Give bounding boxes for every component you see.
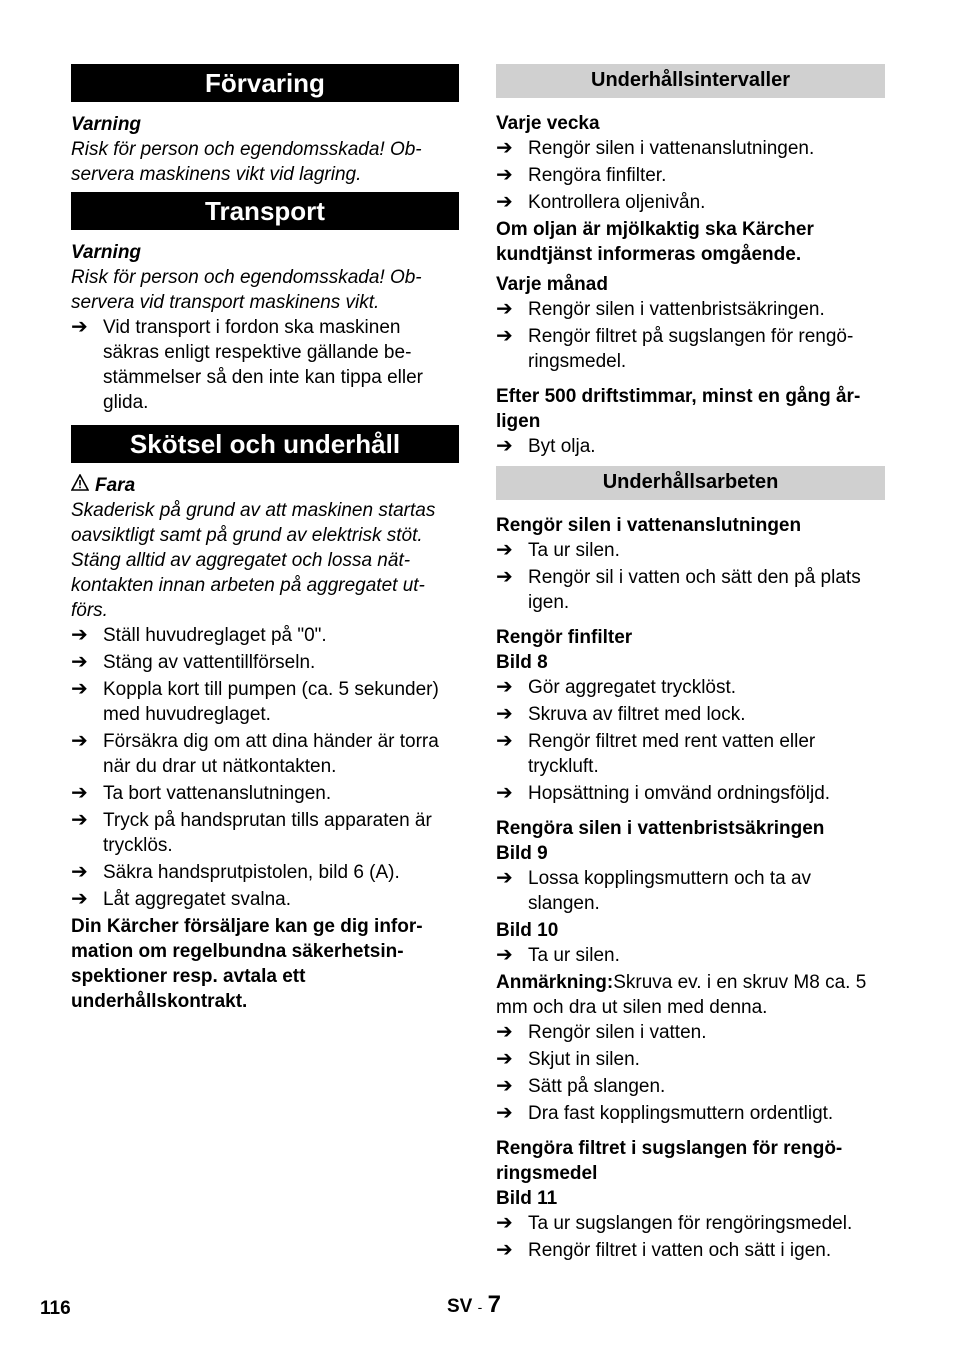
heading-forvaring: Förvaring	[71, 64, 459, 102]
s3-figure: Bild 9	[496, 843, 548, 864]
arrow-right-icon: ➔	[496, 566, 513, 588]
monthly-list	[496, 297, 885, 374]
transport-list	[71, 315, 459, 415]
weekly-note: Om oljan är mjölkaktig ska Kärcher kundtjänst informeras omgående.	[496, 219, 814, 265]
arrow-right-icon: ➔	[71, 730, 88, 752]
list-item: ➔ Rengör filtret på sugslangen för rengö-ringsmedel.	[496, 325, 854, 372]
list-item: ➔ Lossa kopplingsmuttern och ta av slangen.	[496, 867, 812, 914]
hours-label: Efter 500 driftstimmar, minst en gång år-ligen	[496, 386, 861, 432]
danger-text: Skaderisk på grund av att maskinen startas oavsiktligt samt på grund av elektrisk stöt. Stäng alltid av aggregatet och lossa nät-kontakten innan arbeten på aggregatet ut-förs.	[71, 500, 436, 621]
arrow-right-icon: ➔	[496, 1075, 513, 1097]
arrow-right-icon: ➔	[496, 1048, 513, 1070]
arrow-right-icon: ➔	[496, 782, 513, 804]
arrow-right-icon: ➔	[496, 730, 513, 752]
s3-list-2	[496, 943, 885, 968]
s1-list	[496, 538, 885, 615]
list-item: ➔ Sätt på slangen.	[496, 1075, 666, 1097]
list-item: ➔ Säkra handsprutpistolen, bild 6 (A).	[71, 861, 400, 883]
s3-figure-2: Bild 10	[496, 920, 559, 941]
warning-triangle-icon	[71, 473, 95, 498]
list-item: ➔ Ta ur sugslangen för rengöringsmedel.	[496, 1212, 853, 1234]
arrow-right-icon: ➔	[71, 809, 88, 831]
arrow-right-icon: ➔	[71, 678, 88, 700]
s4-figure: Bild 11	[496, 1188, 558, 1209]
list-item: ➔ Försäkra dig om att dina händer är torra när du drar ut nätkontakten.	[71, 730, 439, 777]
list-item: ➔ Ta ur silen.	[496, 944, 620, 966]
arrow-right-icon: ➔	[71, 861, 88, 883]
arrow-right-icon: ➔	[496, 944, 513, 966]
arrow-right-icon: ➔	[71, 782, 88, 804]
list-item: ➔ Byt olja.	[496, 435, 596, 457]
list-item: ➔ Skruva av filtret med lock.	[496, 703, 746, 725]
warning-text: Risk för person och egendomsskada! Ob-servera maskinens vikt vid lagring.	[71, 139, 422, 185]
list-item: ➔ Rengör sil i vatten och sätt den på plats igen.	[496, 566, 861, 613]
list-item: ➔ Tryck på handsprutan tills apparaten är trycklös.	[71, 809, 432, 856]
warning-text: Risk för person och egendomsskada! Ob-servera vid transport maskinens vikt.	[71, 267, 422, 313]
weekly-label: Varje vecka	[496, 113, 600, 134]
list-item: ➔ Rengör silen i vatten.	[496, 1021, 707, 1043]
list-item: ➔ Koppla kort till pumpen (ca. 5 sekunder) med huvudreglaget.	[71, 678, 439, 725]
list-item: ➔ Rengör silen i vattenbristsäkringen.	[496, 298, 825, 320]
arrow-right-icon: ➔	[496, 191, 513, 213]
dealer-note: Din Kärcher försäljare kan ge dig infor-mation om regelbundna säkerhetsin-spektioner resp. avtala ett underhållskontrakt.	[71, 916, 423, 1012]
s3-note: Anmärkning:Skruva ev. i en skruv M8 ca. 5 mm och dra ut silen med denna.	[496, 972, 867, 1018]
list-item: ➔ Stäng av vattentillförseln.	[71, 651, 316, 673]
list-item: ➔ Kontrollera oljenivån.	[496, 191, 706, 213]
left-column	[71, 64, 459, 1014]
s2-figure: Bild 8	[496, 652, 548, 673]
heading-transport: Transport	[71, 192, 459, 230]
list-item: ➔ Ta ur silen.	[496, 539, 620, 561]
arrow-right-icon: ➔	[496, 867, 513, 889]
page-number: 116	[40, 1298, 71, 1319]
arrow-right-icon: ➔	[496, 435, 513, 457]
skotsel-list	[71, 623, 459, 912]
hours-list	[496, 434, 885, 459]
heading-skotsel: Skötsel och underhåll	[71, 425, 459, 463]
arrow-right-icon: ➔	[496, 1212, 513, 1234]
warning-label: Varning	[71, 242, 142, 263]
arrow-right-icon: ➔	[496, 137, 513, 159]
list-item: ➔ Ställ huvudreglaget på "0".	[71, 624, 327, 646]
s4-list	[496, 1211, 885, 1263]
arrow-right-icon: ➔	[496, 164, 513, 186]
arrow-right-icon: ➔	[71, 888, 88, 910]
arrow-right-icon: ➔	[496, 1102, 513, 1124]
arrow-right-icon: ➔	[496, 1239, 513, 1261]
arrow-right-icon: ➔	[71, 651, 88, 673]
arrow-right-icon: ➔	[71, 316, 88, 338]
list-item: ➔ Rengör filtret i vatten och sätt i igen.	[496, 1239, 832, 1261]
list-item: ➔ Gör aggregatet trycklöst.	[496, 676, 737, 698]
list-item: ➔ Rengör silen i vattenanslutningen.	[496, 137, 815, 159]
arrow-right-icon: ➔	[496, 703, 513, 725]
s2-title: Rengör finfilter	[496, 627, 633, 648]
list-item: ➔ Vid transport i fordon ska maskinen säkras enligt respektive gällande be-stämmelser så den inte kan tippa eller glida.	[71, 316, 423, 413]
s3-list-3	[496, 1020, 885, 1126]
monthly-label: Varje månad	[496, 274, 608, 295]
s3-list	[496, 866, 885, 916]
arrow-right-icon: ➔	[496, 1021, 513, 1043]
arrow-right-icon: ➔	[71, 624, 88, 646]
list-item: ➔ Ta bort vattenanslutningen.	[71, 782, 332, 804]
s2-list	[496, 675, 885, 806]
heading-work: Underhållsarbeten	[496, 466, 885, 500]
arrow-right-icon: ➔	[496, 325, 513, 347]
arrow-right-icon: ➔	[496, 676, 513, 698]
list-item: ➔ Rengör filtret med rent vatten eller tryckluft.	[496, 730, 816, 777]
list-item: ➔ Låt aggregatet svalna.	[71, 888, 292, 910]
warning-label: Varning	[71, 114, 142, 135]
heading-intervals: Underhållsintervaller	[496, 64, 885, 98]
right-column	[496, 64, 885, 1265]
arrow-right-icon: ➔	[496, 298, 513, 320]
list-item: ➔ Rengöra finfilter.	[496, 164, 667, 186]
s4-title: Rengöra filtret i sugslangen för rengö-ringsmedel	[496, 1138, 843, 1184]
danger-label: Fara	[71, 473, 459, 498]
list-item: ➔ Dra fast kopplingsmuttern ordentligt.	[496, 1102, 834, 1124]
s1-title: Rengör silen i vattenanslutningen	[496, 515, 802, 536]
s3-title: Rengöra silen i vattenbristsäkringen	[496, 818, 825, 839]
arrow-right-icon: ➔	[496, 539, 513, 561]
section-marker: SV - 7	[447, 1291, 501, 1318]
list-item: ➔ Skjut in silen.	[496, 1048, 640, 1070]
weekly-list	[496, 136, 885, 215]
list-item: ➔ Hopsättning i omvänd ordningsföljd.	[496, 782, 831, 804]
